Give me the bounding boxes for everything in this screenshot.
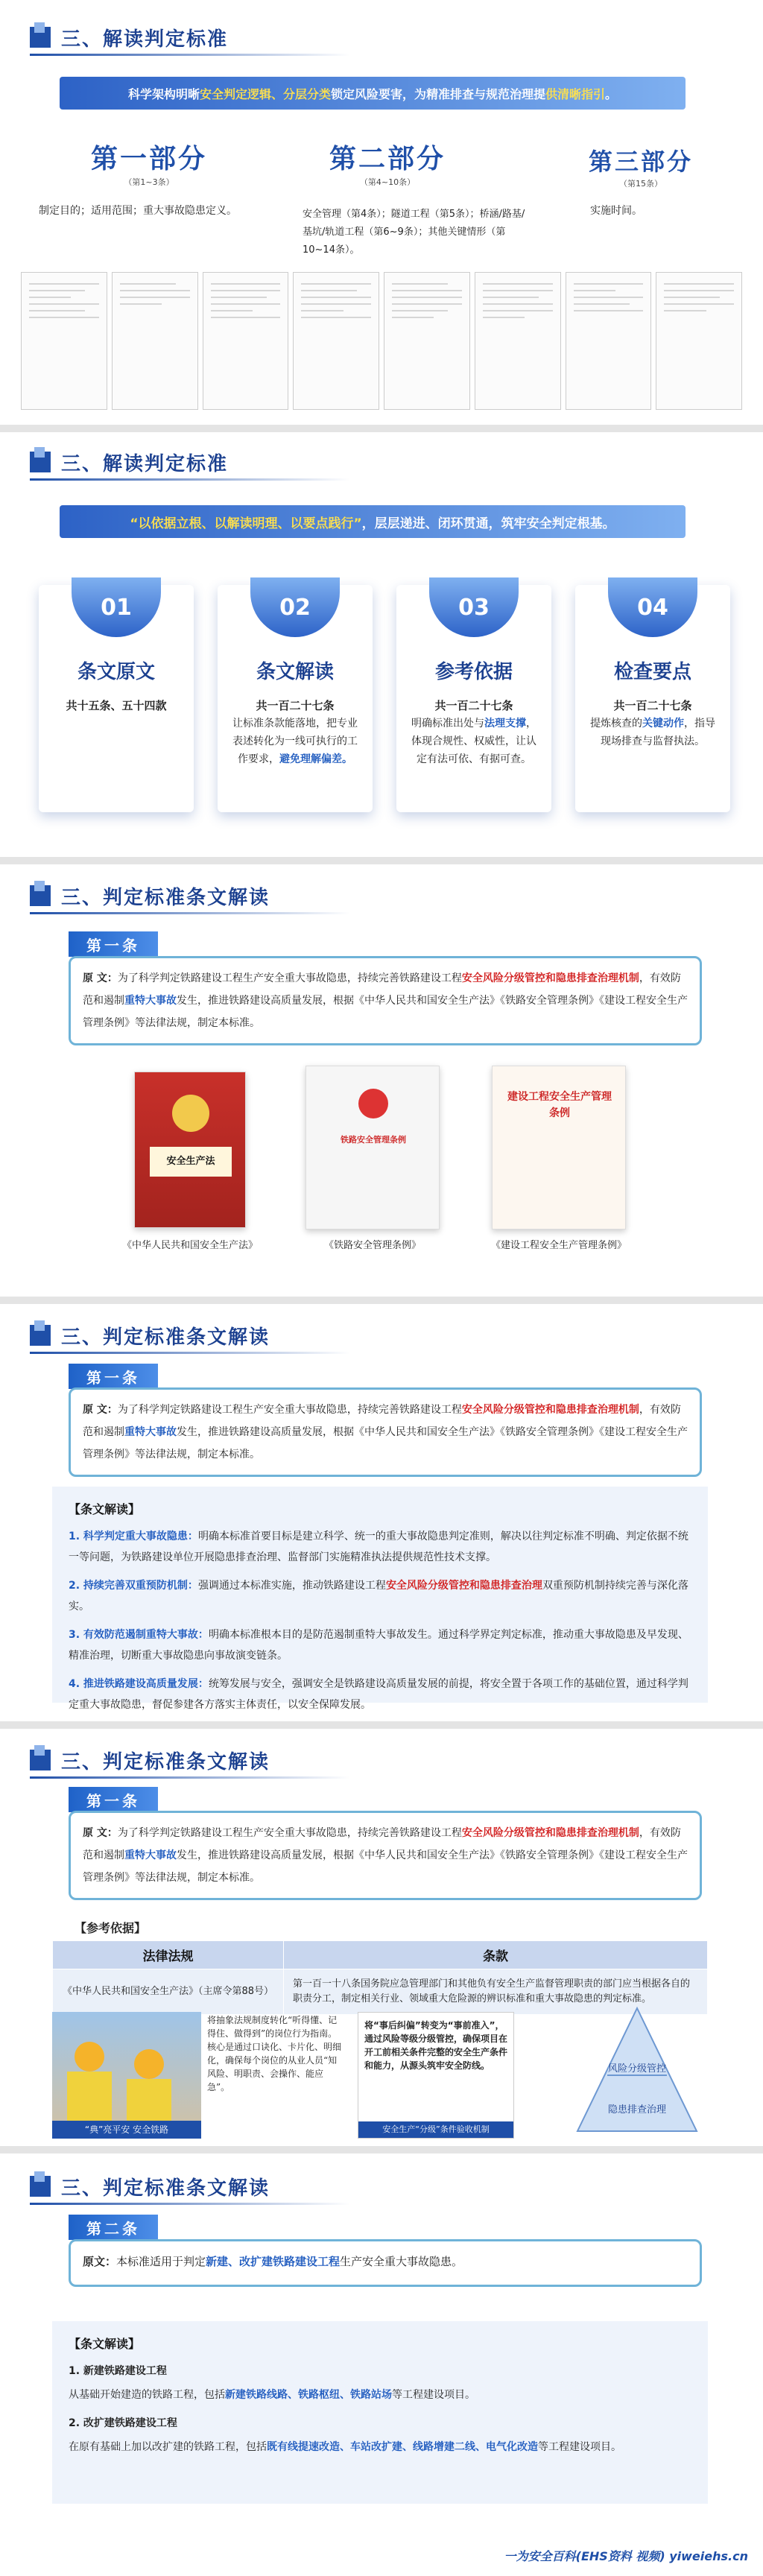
section-mark-icon xyxy=(30,2176,51,2197)
part-two-text: 安全管理（第4条）；隧道工程（第5条）；桥涵/路基/基坑/轨道工程（第6~9条）；其他关键情形（第10~14条）。 xyxy=(303,209,525,256)
interpretation-panel: 【条文解读】 1. 新建铁路建设工程 从基础开始建造的铁路工程，包括新建铁路线路、铁路枢纽、铁路站场等工程建设项目。 2. 改扩建铁路建设工程 在原有基础上加以改扩建的铁路工程，包括既有线提速改造、车站改扩建、线路增建二线、电气化改造等工程建设项目。 xyxy=(52,2321,708,2504)
note-post-rules: 将抽象法规制度转化“听得懂、记得住、做得到”的岗位行为指南。核心是通过口诀化、卡片化、明细化，确保每个岗位的从业人员“知风险、明职责、会操作、能应急”。 xyxy=(207,2015,342,2092)
document-page xyxy=(21,272,107,410)
book-caption: 《建设工程安全生产管理条例》 xyxy=(490,1240,627,1251)
document-page xyxy=(656,272,742,410)
book-construction-regulation: 建设工程安全生产管理条例 xyxy=(492,1066,626,1230)
card-inspection-points: 04 检查要点 共一百二十七条 提炼核查的关键动作，指导现场排查与监督执法。 xyxy=(575,585,730,812)
reference-table: 法律法规 条款 《中华人民共和国安全生产法》（主席令第88号） 第一百一十八条国务院应急管理部门和其他负有安全生产监督管理职责的部门应当根据各自的职责分工，制定相关行业、领域重大危险源的辨识标准和重大事故隐患的判定标准。 xyxy=(52,1940,708,2015)
interp-point: 3. 有效防范遏制重特大事故：明确本标准根本目的是防范遏制重特大事故发生。通过科学界定判定标准，推动重大事故隐患及早发现、精准治理，切断重大事故隐患向事故演变链条。 xyxy=(69,1629,688,1662)
card-reference-basis: 03 参考依据 共一百二十七条 明确标准出处与法理支撑，体现合规性、权威性，让认定有法可依、有据可查。 xyxy=(396,585,551,812)
pyramid-top-label: 风险分级管控 xyxy=(607,2063,667,2075)
helmet-icon xyxy=(75,2042,104,2072)
section-title: 三、判定标准条文解读 xyxy=(61,886,270,909)
section-header xyxy=(30,447,228,477)
document-thumbnails xyxy=(21,272,742,410)
document-page xyxy=(203,272,289,410)
book-railway-regulation: 铁路安全管理条例 xyxy=(305,1066,440,1230)
document-page xyxy=(293,272,379,410)
pyramid-bottom-label: 隐患排查治理 xyxy=(607,2104,667,2115)
interp-point: 1. 科学判定重大事故隐患：明确本标准首要目标是建立科学、统一的重大事故隐患判定准则，解决以往判定标准不明确、判定依据不统一等问题，为铁路建设单位开展隐患排查治理、监督部门实施精准执法提供规范性技术支撑。 xyxy=(69,1531,688,1563)
article-tag: 第二条 xyxy=(69,2215,158,2240)
article-original-box: 原 文：为了科学判定铁路建设工程生产安全重大事故隐患，持续完善铁路建设工程安全风险分级管控和隐患排查治理机制，有效防范和遏制重特大事故发生，推进铁路建设高质量发展，根据《中华人民共和国安全生产法》《铁路安全管理条例》《建设工程安全生产管理条例》等法律法规，制定本标准。 xyxy=(69,1387,702,1477)
part-three: 第三部分 （第15条） xyxy=(588,148,693,189)
note-grading-mechanism: 将“事后纠偏”转变为“事前准入”，通过风险等级分级管控，确保项目在开工前相关条件完整的安全生产条件和能力，从源头筑牢安全防线。 安全生产“分级”条件验收机制 xyxy=(358,2012,514,2139)
helmet-icon xyxy=(134,2049,164,2079)
framework-banner: “以依据立根、以解读明理、以要点践行” ，层层递进、闭环贯通，筑牢安全判定根基。 xyxy=(60,505,686,538)
emblem-icon xyxy=(172,1095,209,1132)
document-page xyxy=(112,272,198,410)
section-header xyxy=(30,1320,270,1350)
interp-point: 4. 推进铁路建设高质量发展：统筹发展与安全，强调安全是铁路建设高质量发展的前提，将安全置于各项工作的基础位置，通过科学判定重大事故隐患，督促参建各方落实主体责任，以安全保障发展。 xyxy=(69,1678,688,1711)
section-mark-icon xyxy=(30,1750,51,1770)
card-article-interpretation: 02 条文解读 共一百二十七条 让标准条款能落地，把专业表述转化为一线可执行的工作要求，避免理解偏差。 xyxy=(218,585,373,812)
document-page xyxy=(384,272,470,410)
part-one-text: 制定目的；适用范围；重大事故隐患定义。 xyxy=(39,205,237,217)
section-mark-icon xyxy=(30,1325,51,1346)
article-tag: 第一条 xyxy=(69,1787,158,1812)
article-tag: 第一条 xyxy=(69,1364,158,1389)
section-header xyxy=(30,1745,270,1775)
card-article-original: 01 条文原文 共十五条、五十四款 xyxy=(39,585,194,812)
article-original-box: 原 文：为了科学判定铁路建设工程生产安全重大事故隐患，持续完善铁路建设工程安全风险分级管控和隐患排查治理机制，有效防范和遏制重特大事故发生，推进铁路建设高质量发展，根据《中华人民共和国安全生产法》《铁路安全管理条例》《建设工程安全生产管理条例》等法律法规，制定本标准。 xyxy=(69,956,702,1045)
section-title: 三、判定标准条文解读 xyxy=(61,1326,270,1349)
interp-point: 2. 持续完善双重预防机制：强调通过本标准实施，推动铁路建设工程安全风险分级管控和隐患排查治理双重预防机制持续完善与深化落实。 xyxy=(69,1580,688,1613)
worker-photo: “典”亮平安 安全铁路 xyxy=(52,2012,201,2139)
slide-structure xyxy=(0,0,763,425)
document-page xyxy=(566,272,652,410)
part-three-text: 实施时间。 xyxy=(590,205,642,217)
section-header xyxy=(30,2171,270,2201)
section-title: 三、解读判定标准 xyxy=(61,28,229,51)
section-header xyxy=(30,881,270,911)
part-two: 第二部分 （第4~10条） xyxy=(329,144,446,187)
section-title: 三、判定标准条文解读 xyxy=(61,1750,270,1773)
part-one: 第一部分 （第1~3条） xyxy=(90,144,207,187)
section-mark-icon xyxy=(30,27,51,48)
section-header xyxy=(30,22,228,52)
structure-banner: 科学架构明晰 安全判定逻辑、分层分类 锁定风险要害，为精准排查与规范治理提 供清晰指引 。 xyxy=(60,77,686,110)
book-safety-law: 安全生产法 xyxy=(134,1072,246,1228)
section-mark-icon xyxy=(30,452,51,472)
article-tag: 第一条 xyxy=(69,931,158,957)
interpretation-panel: 【条文解读】 1. 科学判定重大事故隐患：明确本标准首要目标是建立科学、统一的重大事故隐患判定准则，解决以往判定标准不明确、判定依据不统一等问题，为铁路建设单位开展隐患排查治理、监督部门实施精准执法提供规范性技术支撑。 2. 持续完善双重预防机制：强调通过本标准实施，推动铁路建设工程安全风险分级管控和隐患排查治理双重预防机制持续完善与深化落实。 3. 有效防范遏制重特大事故：明确本标准根本目的是防范遏制重特大事故发生。通过科学界定判定标准，推动重大事故隐患及早发现、精准治理，切断重大事故隐患向事故演变链条。 4. 推进铁路建设高质量发展：统筹发展与安全，强调安全是铁路建设高质量发展的前提，将安全置于各项工作的基础位置，通过科学判定重大事故隐患，督促参建各方落实主体责任，以安全保障发展。 xyxy=(52,1487,708,1703)
document-page xyxy=(475,272,561,410)
article-original-box: 原文：本标准适用于判定新建、改扩建铁路建设工程生产安全重大事故隐患。 xyxy=(69,2239,702,2287)
footer-watermark: 一为安全百科(EHS资料 视频) yiweiehs.cn xyxy=(504,2549,748,2563)
section-mark-icon xyxy=(30,885,51,906)
reference-title: 【参考依据】 xyxy=(75,1921,147,1935)
prevention-pyramid xyxy=(574,2004,700,2139)
article-original-box: 原 文：为了科学判定铁路建设工程生产安全重大事故隐患，持续完善铁路建设工程安全风险分级管控和隐患排查治理机制，有效防范和遏制重特大事故发生，推进铁路建设高质量发展，根据《中华人民共和国安全生产法》《铁路安全管理条例》《建设工程安全生产管理条例》等法律法规，制定本标准。 xyxy=(69,1811,702,1900)
emblem-icon xyxy=(358,1089,388,1118)
book-caption: 《铁路安全管理条例》 xyxy=(323,1240,421,1251)
book-caption: 《中华人民共和国安全生产法》 xyxy=(121,1240,258,1251)
section-title: 三、判定标准条文解读 xyxy=(61,2177,270,2200)
section-title: 三、解读判定标准 xyxy=(61,452,229,475)
